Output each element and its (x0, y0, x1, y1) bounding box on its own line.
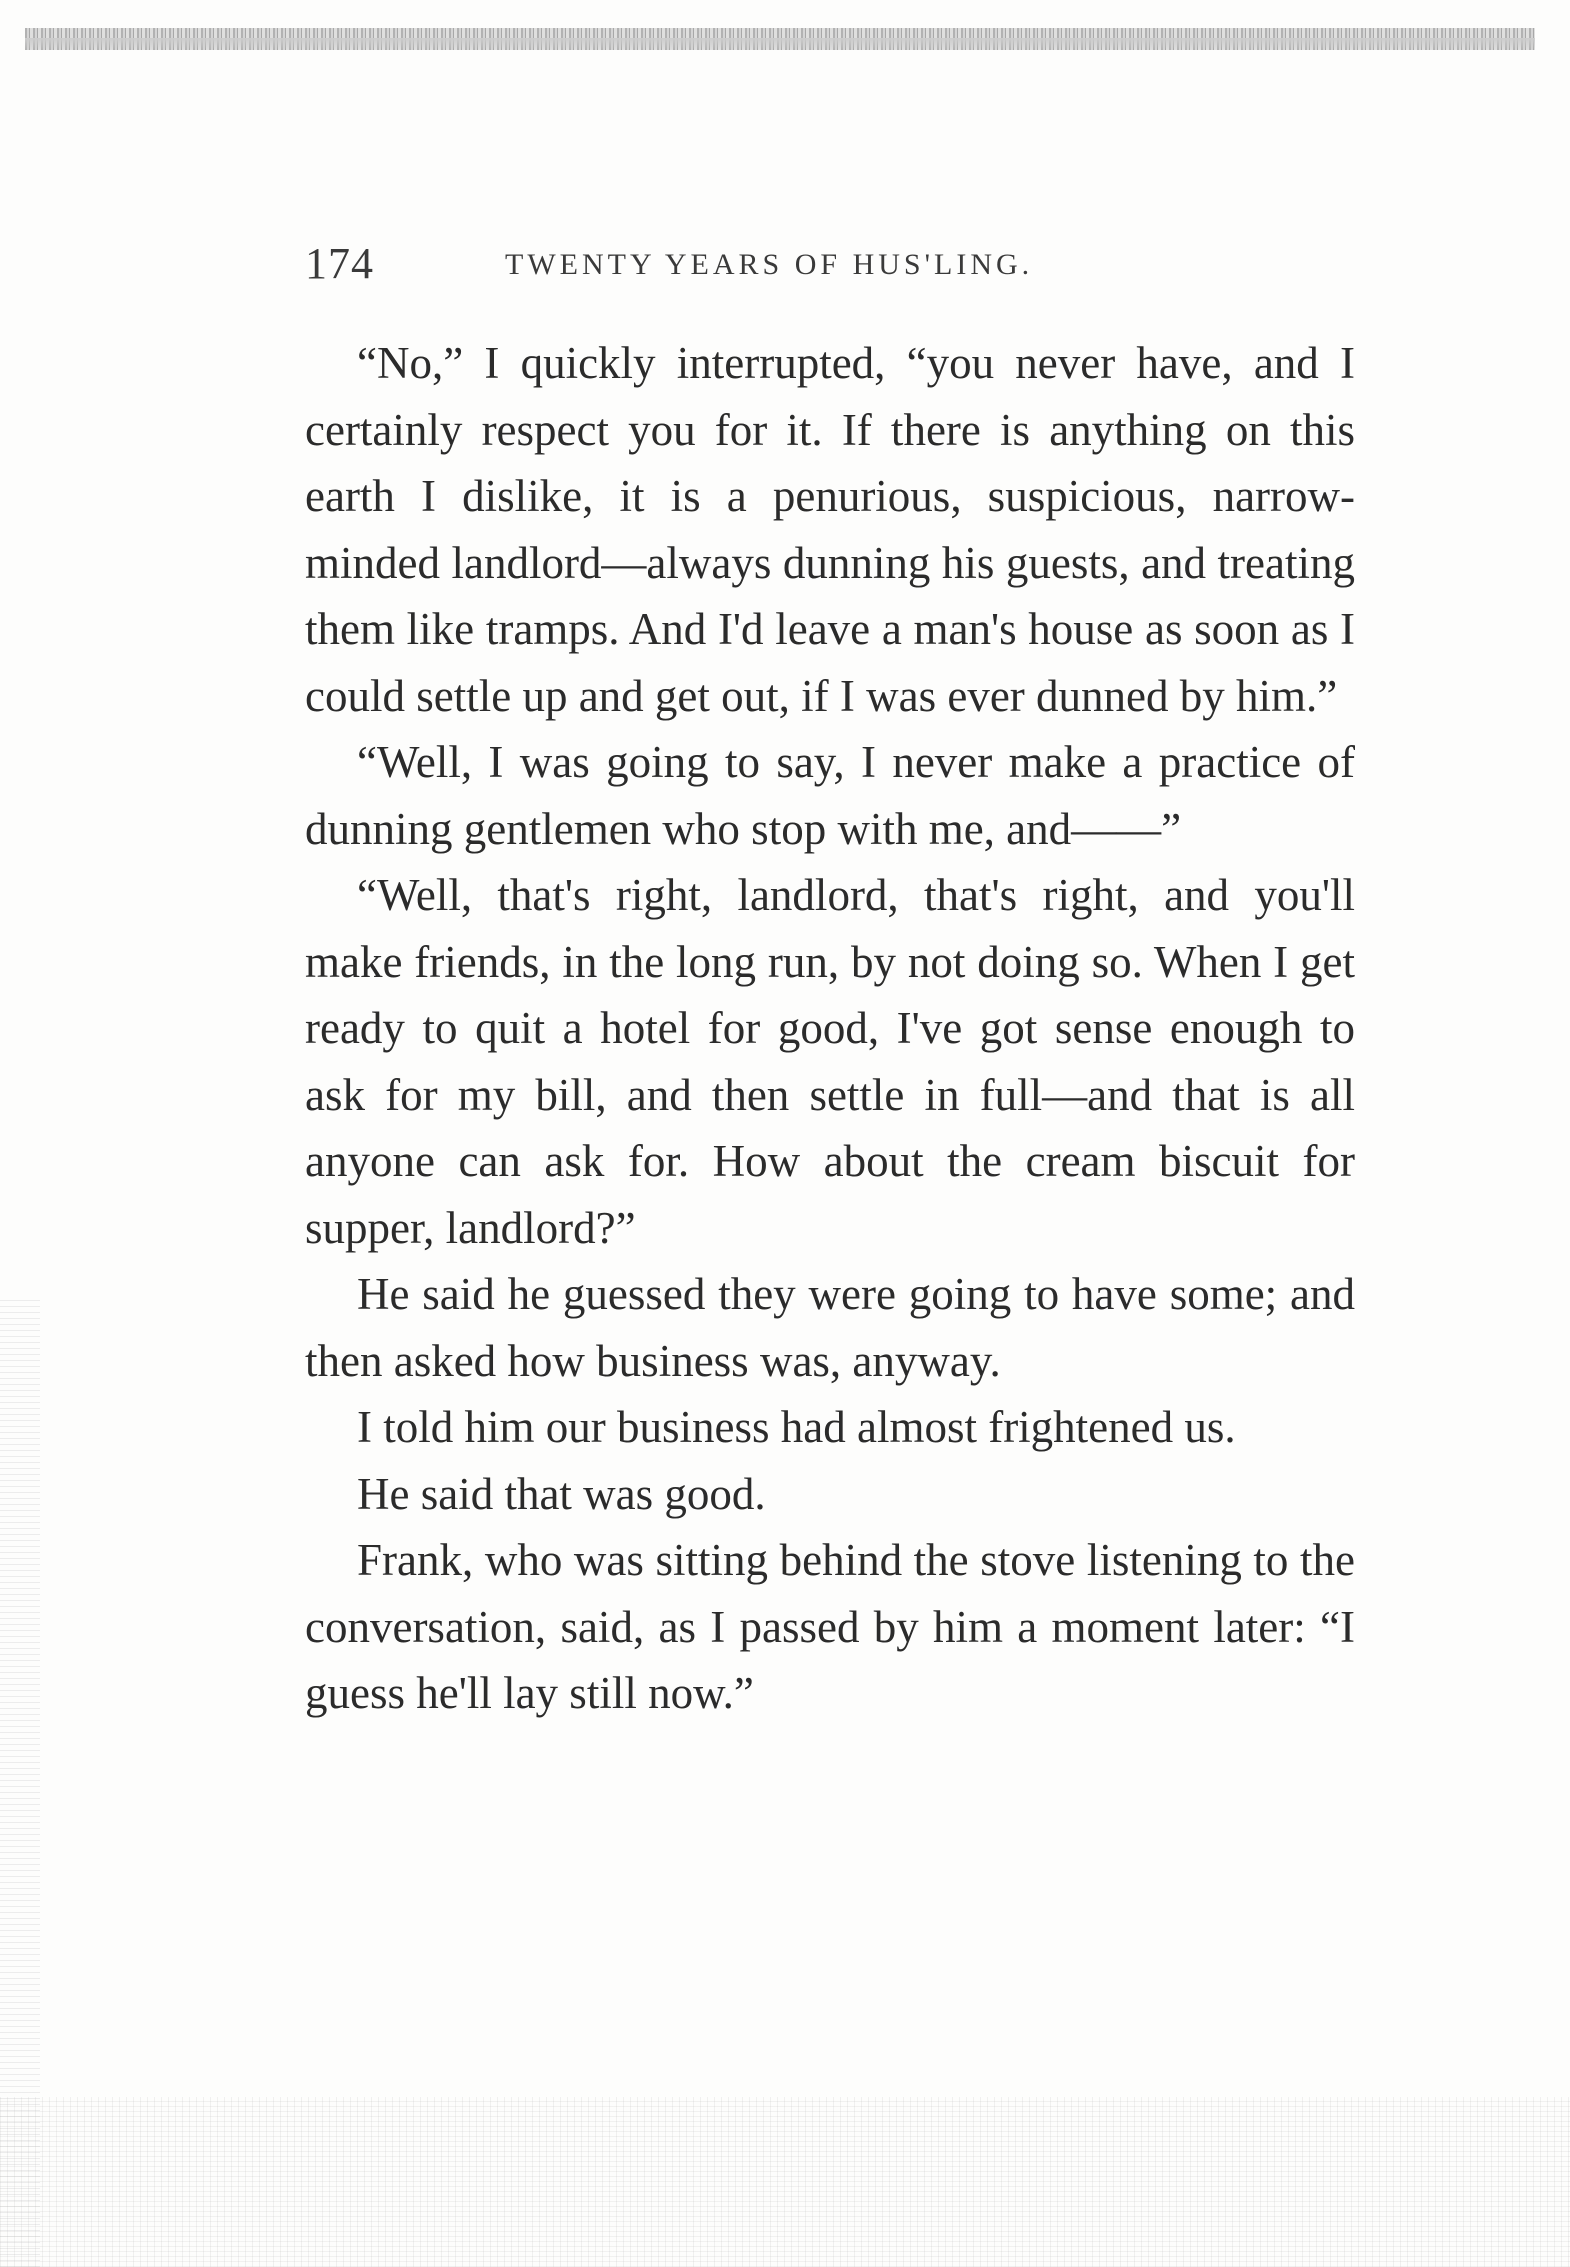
running-head (305, 238, 1355, 298)
paragraph-6: He said that was good. (357, 1468, 766, 1519)
body-text (305, 330, 1355, 1727)
paragraph-5: I told him our business had almost frightened us. (357, 1402, 1236, 1452)
paragraph-7: Frank, who was sitting behind the stove listening to the conversation, said, as I passed by him a moment later: “I guess he'll lay still now.” (305, 1535, 1355, 1718)
scan-top-edge (25, 28, 1535, 50)
paragraph-3: “Well, that's right, landlord, that's right, and you'll make friends, in the long run, by not doing so. When I get ready to quit a hotel for good, I've got sense enough to ask for my bill, and then settle in full—and that is all anyone can ask for. How about the cream biscuit for supper, landlord?” (305, 870, 1355, 1253)
page-number: 174 (305, 239, 374, 288)
scan-bottom-noise (0, 2097, 1570, 2267)
paragraph-2: “Well, I was going to say, I never make a practice of dunning gentlemen who stop with me, and——” (305, 737, 1355, 854)
book-title: TWENTY YEARS OF HUS'LING. (505, 248, 1034, 281)
paragraph-4: He said he guessed they were going to have some; and then asked how business was, anyway. (305, 1269, 1355, 1386)
paragraph-1: “No,” I quickly interrupted, “you never have, and I certainly respect you for it. If there is anything on this earth I dislike, it is a penurious, suspicious, narrow-minded landlord—always dunning his guests, and treating them like tramps. And I'd leave a man's house as soon as I could settle up and get out, if I was ever dunned by him.” (305, 338, 1355, 721)
